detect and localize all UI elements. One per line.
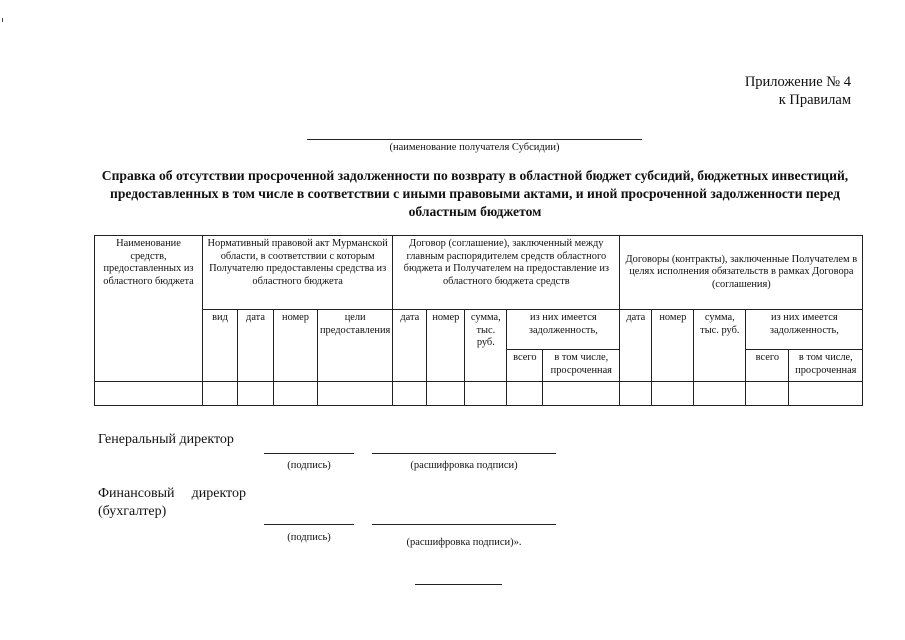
table-cell xyxy=(465,382,507,406)
header-agr-sum: сумма, тыс. руб. xyxy=(465,310,507,382)
director-decoding-caption: (расшифровка подписи) xyxy=(410,460,518,471)
table-cell xyxy=(507,382,543,406)
header-con-debt: из них имеется задолженность, xyxy=(746,310,863,350)
table-cell xyxy=(620,382,652,406)
table-cell xyxy=(652,382,694,406)
recipient-caption: (наименование получателя Субсидии) xyxy=(389,142,560,153)
header-con-overdue: в том числе, просроченная xyxy=(789,350,863,382)
table-cell xyxy=(238,382,274,406)
header-agr-total: всего xyxy=(507,350,543,382)
director-signature-line xyxy=(264,453,354,454)
director-signature-caption: (подпись) xyxy=(287,460,331,471)
table-cell xyxy=(274,382,318,406)
appendix-line2: к Правилам xyxy=(778,92,851,108)
header-con-number: номер xyxy=(652,310,694,382)
finance-director-line2: (бухгалтер) xyxy=(98,504,167,519)
finance-signature-line xyxy=(264,524,354,525)
table-cell xyxy=(746,382,789,406)
table-cell xyxy=(789,382,863,406)
header-legal-act: Нормативный правовой акт Мурманской области, в соответствии с которым Получателю предоставлены средства из областного бюджета xyxy=(203,236,393,310)
header-agr-overdue: в том числе, просроченная xyxy=(543,350,620,382)
scan-mark xyxy=(2,18,3,22)
finance-director-label xyxy=(98,485,246,521)
header-con-sum: сумма, тыс. руб. xyxy=(694,310,746,382)
finance-decoding-line xyxy=(372,524,556,525)
header-agreement: Договор (соглашение), заключенный между главным распорядителем средств областного бюджета и Получателем на предоставление из областного бюджета средств xyxy=(393,236,620,310)
header-act-purpose: цели предоставления xyxy=(318,310,393,382)
finance-signature-caption: (подпись) xyxy=(287,532,331,543)
finance-decoding-caption: (расшифровка подписи)». xyxy=(406,537,522,548)
finance-director-line1: Финансовый директор xyxy=(98,486,246,501)
table-row xyxy=(95,382,863,406)
director-label: Генеральный директор xyxy=(98,432,234,447)
table-cell xyxy=(318,382,393,406)
header-contracts: Договоры (контракты), заключенные Получателем в целях исполнения обязательств в рамках Договора (соглашения) xyxy=(620,236,863,310)
table-cell xyxy=(543,382,620,406)
header-agr-debt: из них имеется задолженность, xyxy=(507,310,620,350)
end-line xyxy=(415,584,502,585)
header-con-total: всего xyxy=(746,350,789,382)
appendix-line1: Приложение № 4 xyxy=(744,74,851,90)
director-decoding-line xyxy=(372,453,556,454)
debt-table xyxy=(94,235,863,406)
appendix-label xyxy=(745,73,851,109)
header-funds-name: Наименование средств, предоставленных из областного бюджета xyxy=(95,236,203,382)
table-cell xyxy=(393,382,427,406)
header-agr-date: дата xyxy=(393,310,427,382)
header-agr-number: номер xyxy=(427,310,465,382)
header-act-date: дата xyxy=(238,310,274,382)
table-cell xyxy=(427,382,465,406)
document-title: Справка об отсутствии просроченной задолженности по возврату в областной бюджет субсидий, бюджетных инвестиций, предоставленных в том числе в соответствии с иными правовыми актами, и иной просроченной задолженности перед областным бюджетом xyxy=(101,168,849,219)
table-cell xyxy=(95,382,203,406)
table-cell xyxy=(203,382,238,406)
header-act-type: вид xyxy=(203,310,238,382)
header-act-number: номер xyxy=(274,310,318,382)
recipient-line xyxy=(307,139,642,140)
table-cell xyxy=(694,382,746,406)
header-con-date: дата xyxy=(620,310,652,382)
